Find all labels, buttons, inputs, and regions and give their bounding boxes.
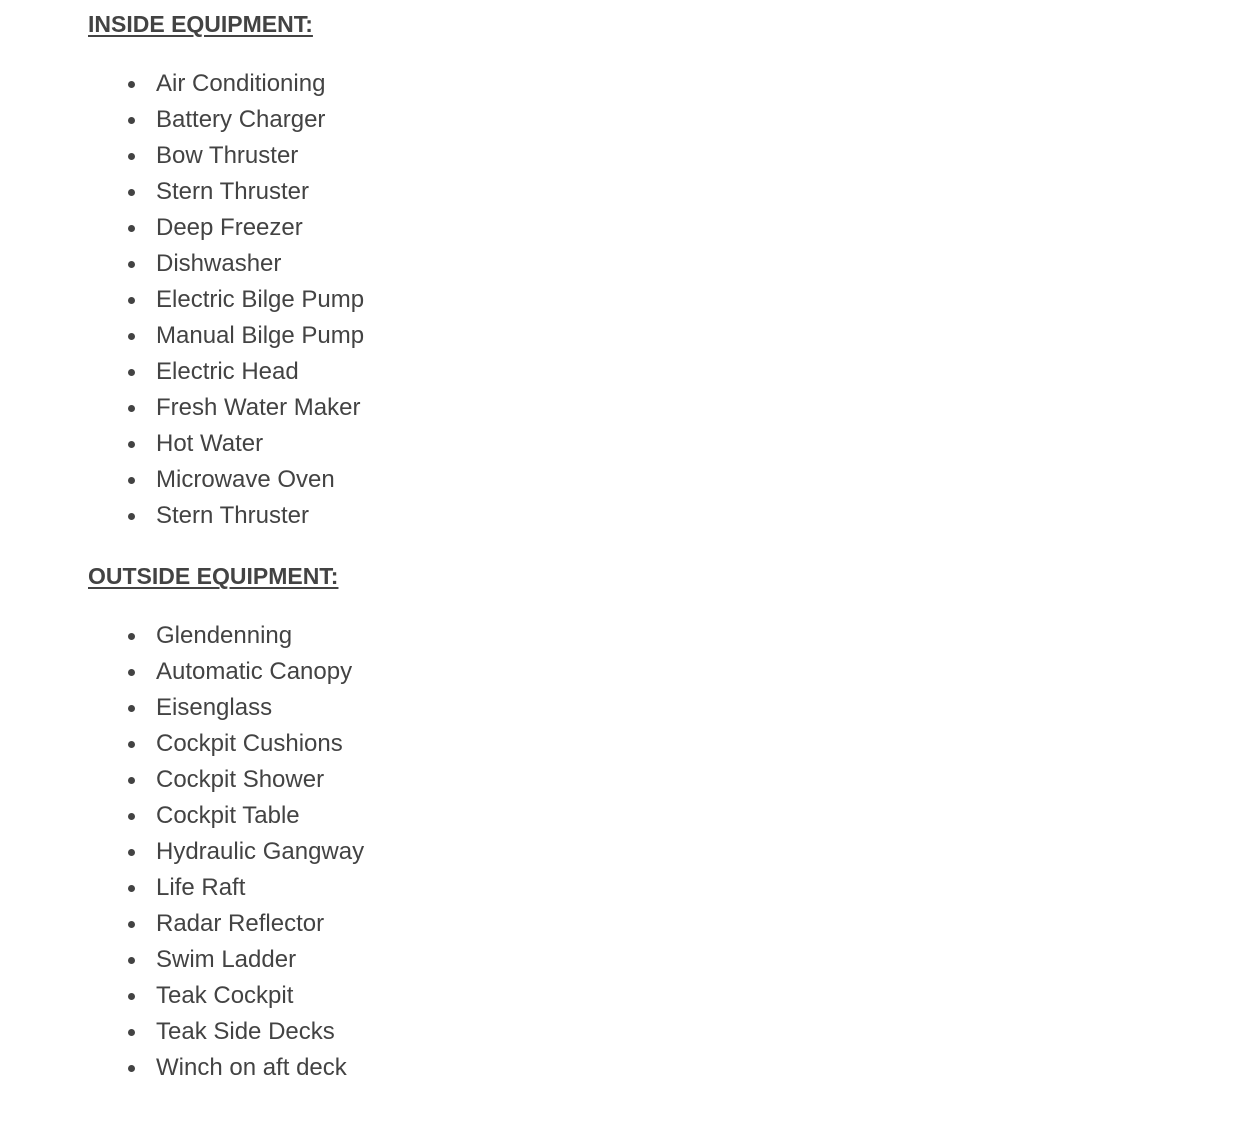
bullet-icon: [128, 333, 135, 340]
list-item-label: Air Conditioning: [156, 70, 326, 97]
list-item: [88, 942, 364, 978]
bullet-icon: [128, 297, 135, 304]
list-item-label: Hot Water: [156, 430, 264, 457]
list-item-label: Swim Ladder: [156, 946, 297, 973]
bullet-icon: [128, 921, 135, 928]
list-item-label: Stern Thruster: [156, 178, 309, 205]
outside-equipment-section: [88, 560, 364, 1086]
list-item: [88, 690, 364, 726]
list-item-label: Cockpit Cushions: [156, 730, 343, 757]
list-item-label: Battery Charger: [156, 106, 326, 133]
list-item-label: Cockpit Table: [156, 802, 300, 829]
list-item: [88, 426, 364, 462]
list-item: [88, 102, 364, 138]
list-item: [88, 762, 364, 798]
list-item: [88, 798, 364, 834]
list-item-label: Automatic Canopy: [156, 658, 353, 685]
bullet-icon: [128, 369, 135, 376]
bullet-icon: [128, 441, 135, 448]
bullet-icon: [128, 1065, 135, 1072]
bullet-icon: [128, 777, 135, 784]
list-item: [88, 138, 364, 174]
list-item-label: Teak Cockpit: [156, 982, 294, 1009]
list-item: [88, 978, 364, 1014]
list-item-label: Fresh Water Maker: [156, 394, 361, 421]
bullet-icon: [128, 1029, 135, 1036]
bullet-icon: [128, 705, 135, 712]
list-item: [88, 66, 364, 102]
list-item: [88, 462, 364, 498]
list-item: [88, 870, 364, 906]
list-item: [88, 834, 364, 870]
bullet-icon: [128, 189, 135, 196]
list-item-label: Eisenglass: [156, 694, 273, 721]
bullet-icon: [128, 117, 135, 124]
list-item: [88, 318, 364, 354]
outside-equipment-list: [88, 618, 364, 1086]
list-item: [88, 1014, 364, 1050]
list-item-label: Stern Thruster: [156, 502, 309, 529]
inside-equipment-heading: INSIDE EQUIPMENT:: [88, 11, 313, 37]
inside-equipment-list: [88, 66, 364, 534]
list-item-label: Glendenning: [156, 622, 293, 649]
bullet-icon: [128, 957, 135, 964]
bullet-icon: [128, 261, 135, 268]
list-item: [88, 174, 364, 210]
bullet-icon: [128, 669, 135, 676]
bullet-icon: [128, 849, 135, 856]
bullet-icon: [128, 633, 135, 640]
bullet-icon: [128, 153, 135, 160]
bullet-icon: [128, 81, 135, 88]
list-item: [88, 282, 364, 318]
list-item: [88, 654, 364, 690]
list-item-label: Teak Side Decks: [156, 1018, 335, 1045]
list-item-label: Microwave Oven: [156, 466, 335, 493]
list-item: [88, 390, 364, 426]
bullet-icon: [128, 813, 135, 820]
list-item-label: Bow Thruster: [156, 142, 299, 169]
list-item-label: Hydraulic Gangway: [156, 838, 365, 865]
list-item: [88, 246, 364, 282]
bullet-icon: [128, 477, 135, 484]
list-item-label: Life Raft: [156, 874, 246, 901]
bullet-icon: [128, 993, 135, 1000]
list-item-label: Winch on aft deck: [156, 1054, 347, 1081]
list-item: [88, 210, 364, 246]
list-item: [88, 354, 364, 390]
inside-equipment-section: [88, 8, 364, 534]
list-item: [88, 906, 364, 942]
bullet-icon: [128, 405, 135, 412]
list-item: [88, 726, 364, 762]
list-item: [88, 1050, 364, 1086]
list-item-label: Dishwasher: [156, 250, 282, 277]
list-item-label: Radar Reflector: [156, 910, 325, 937]
bullet-icon: [128, 225, 135, 232]
list-item-label: Electric Bilge Pump: [156, 286, 365, 313]
list-item-label: Cockpit Shower: [156, 766, 325, 793]
bullet-icon: [128, 885, 135, 892]
bullet-icon: [128, 513, 135, 520]
outside-equipment-heading: OUTSIDE EQUIPMENT:: [88, 563, 339, 589]
list-item-label: Manual Bilge Pump: [156, 322, 365, 349]
bullet-icon: [128, 741, 135, 748]
list-item-label: Deep Freezer: [156, 214, 303, 241]
list-item: [88, 618, 364, 654]
list-item-label: Electric Head: [156, 358, 299, 385]
list-item: [88, 498, 364, 534]
